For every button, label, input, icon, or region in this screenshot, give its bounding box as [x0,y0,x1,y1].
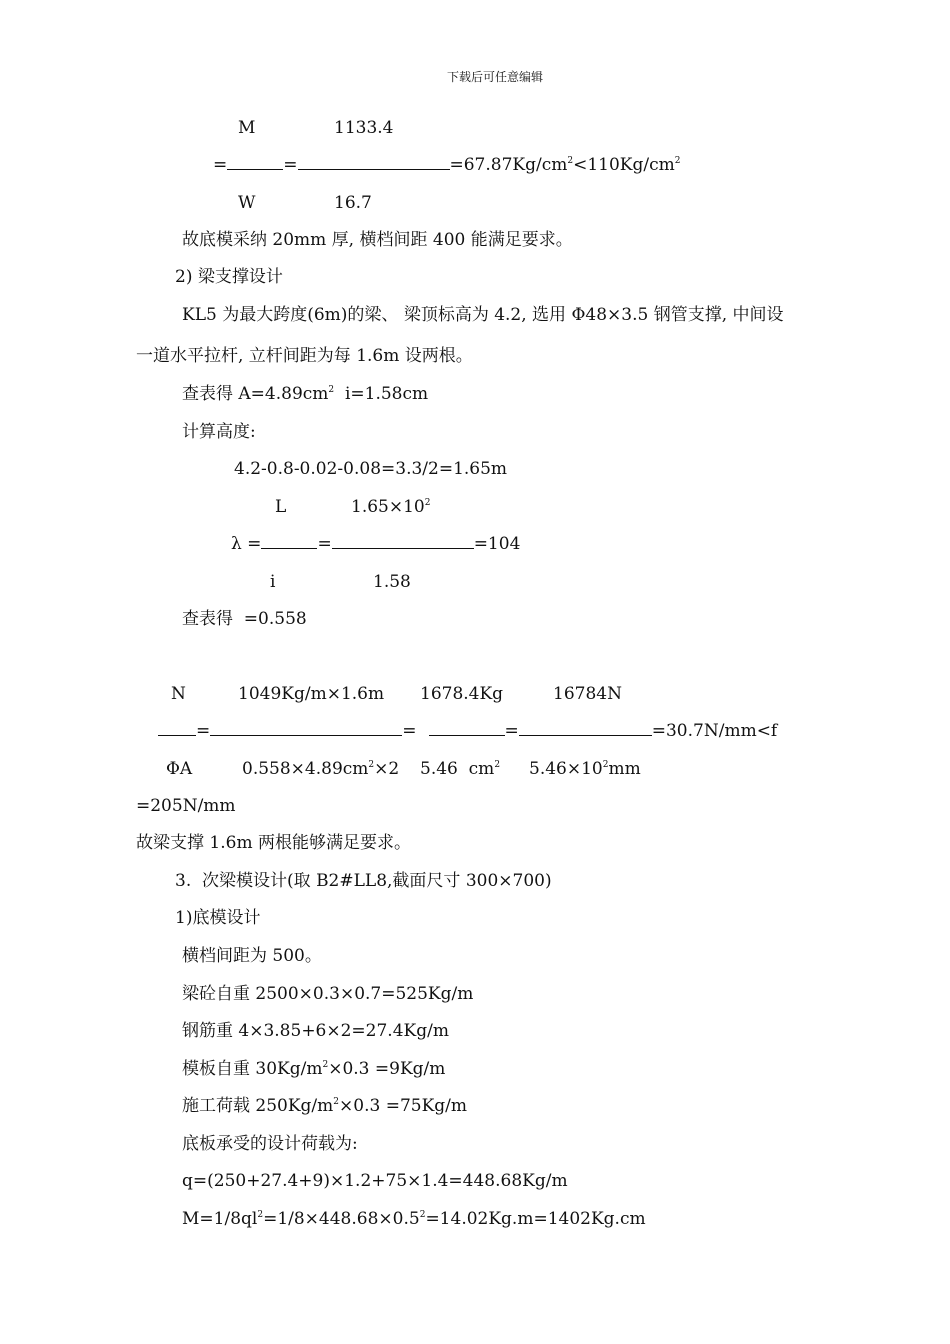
paragraph [182,383,428,405]
paragraph: 横档间距为 500。 [182,946,322,966]
paragraph: 查表得 =0.558 [182,609,307,629]
fraction-bar [519,721,652,736]
lambda-symbol: λ = [231,534,262,554]
formula-result: =67.87Kg/cm [449,155,568,175]
fraction-bar [227,155,283,170]
equals-sign: = [504,721,519,741]
superscript: 2 [419,1210,426,1220]
formula-denominator-value [420,758,500,780]
equals-sign: = [317,534,332,554]
paragraph: 一道水平拉杆, 立杆间距为每 1.6m 设两根。 [136,346,473,366]
fraction-bar [158,721,196,736]
equals-sign: = [402,721,417,741]
text: mm [608,759,641,779]
section-heading: 1)底模设计 [175,908,261,928]
formula-denominator-label: i [270,572,276,592]
superscript: 2 [674,156,681,166]
fraction-bar [332,534,474,549]
paragraph: =205N/mm [136,796,236,816]
paragraph [182,1095,467,1117]
text: ×0.3 =9Kg/m [328,1059,446,1079]
text: i=1.58cm [334,384,429,404]
formula-result: =30.7N/mm<f [651,721,778,741]
page-header: 下载后可任意编辑 [447,70,544,84]
fraction-bar [298,155,450,170]
formula-fraction-line [231,533,520,555]
paragraph: 计算高度: [182,422,256,442]
text: 0.558×4.89cm [242,759,369,779]
text: M=1/8ql [182,1209,258,1229]
paragraph: 梁砼自重 2500×0.3×0.7=525Kg/m [182,984,474,1004]
formula-numerator-value: 1678.4Kg [420,684,504,704]
text: ×0.3 =75Kg/m [339,1096,468,1116]
text: 5.46 cm [420,759,495,779]
equals-sign: = [213,155,228,175]
superscript: 2 [494,760,501,770]
section-heading: 2) 梁支撑设计 [175,267,283,287]
formula-numerator-value: 16784N [553,684,622,704]
fraction-bar [210,721,402,736]
paragraph [182,1058,445,1080]
superscript: 2 [567,156,574,166]
superscript: 2 [602,760,609,770]
superscript: 2 [424,498,431,508]
formula-numerator-label: N [171,684,186,704]
formula-result: =104 [473,534,521,554]
text: ×2 [374,759,400,779]
equals-sign: = [196,721,211,741]
superscript: 2 [322,1060,329,1070]
formula-denominator-label: ΦA [166,759,193,779]
fraction-bar [261,534,317,549]
formula-denominator-value [242,758,399,780]
formula-fraction-line [213,154,681,176]
formula-fraction-line [158,720,777,742]
equals-sign: = [283,155,298,175]
formula-limit: <110Kg/cm [573,155,675,175]
paragraph [182,1208,646,1230]
paragraph: 故梁支撑 1.6m 两根能够满足要求。 [136,833,411,853]
text: 5.46×10 [529,759,603,779]
text: 模板自重 30Kg/m [182,1059,323,1079]
fraction-bar [429,721,505,736]
formula-denominator-value [529,758,641,780]
formula-numerator-value: 1049Kg/m×1.6m [238,684,385,704]
text: 查表得 A=4.89cm [182,384,329,404]
superscript: 2 [257,1210,264,1220]
text: 1.65×10 [351,497,425,517]
text: =1/8×448.68×0.5 [263,1209,420,1229]
superscript: 2 [333,1097,340,1107]
formula-numerator-value: 1133.4 [334,118,394,138]
formula-denominator-label: W [238,193,256,213]
formula-numerator-label: M [238,118,256,138]
formula-denominator-value: 1.58 [373,572,411,592]
calc-expression: 4.2-0.8-0.02-0.08=3.3/2=1.65m [234,459,508,479]
formula-denominator-value: 16.7 [334,193,372,213]
section-heading: 3. 次梁模设计(取 B2#LL8,截面尺寸 300×700) [175,871,552,891]
paragraph: 底板承受的设计荷载为: [182,1134,358,1154]
paragraph: 故底模采纳 20mm 厚, 横档间距 400 能满足要求。 [182,230,573,250]
superscript: 2 [368,760,375,770]
formula-numerator-value [351,496,430,518]
formula-numerator-label: L [275,497,287,517]
text: 施工荷载 250Kg/m [182,1096,334,1116]
paragraph: 钢筋重 4×3.85+6×2=27.4Kg/m [182,1021,449,1041]
paragraph: KL5 为最大跨度(6m)的梁、 梁顶标高为 4.2, 选用 Φ48×3.5 钢管支撑, 中间设 [182,305,784,325]
text: =14.02Kg.m=1402Kg.cm [425,1209,646,1229]
paragraph: q=(250+27.4+9)×1.2+75×1.4=448.68Kg/m [182,1171,568,1191]
superscript: 2 [328,385,335,395]
